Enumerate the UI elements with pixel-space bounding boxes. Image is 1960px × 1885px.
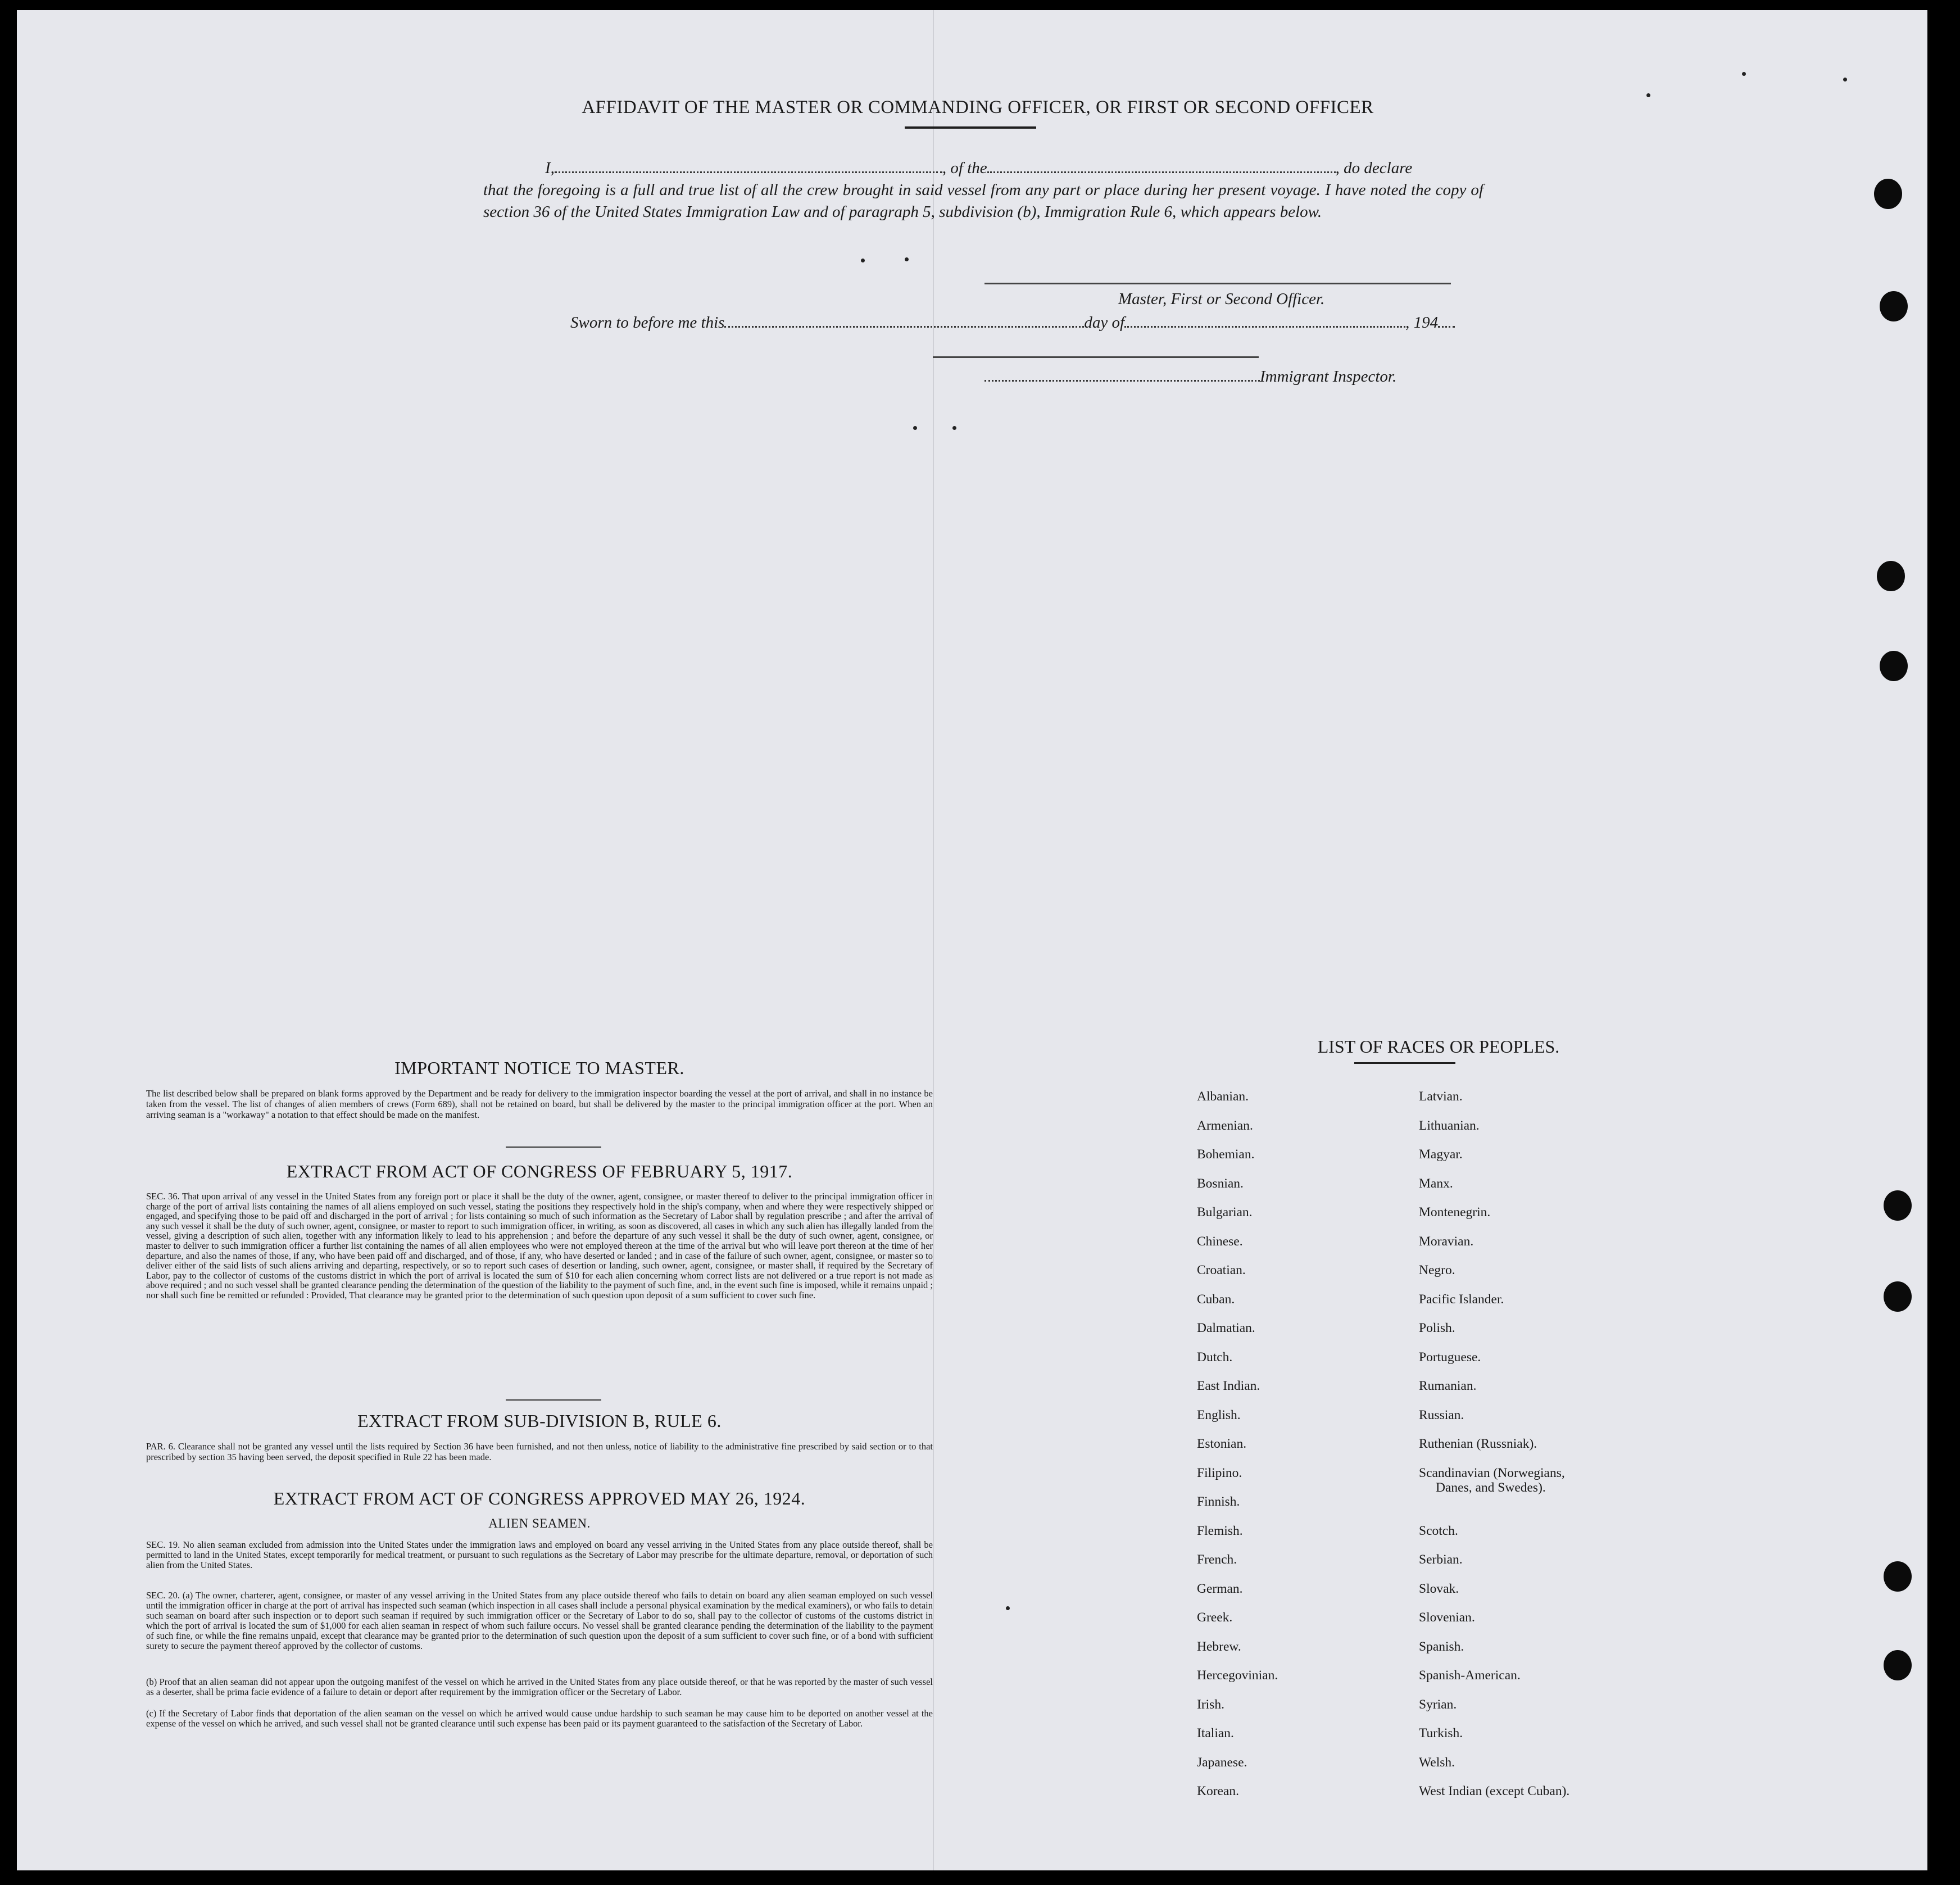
race-item: Cuban. [1197, 1292, 1235, 1307]
race-item: West Indian (except Cuban). [1419, 1784, 1570, 1798]
race-item: Flemish. [1197, 1523, 1243, 1538]
race-item: Montenegrin. [1419, 1205, 1491, 1220]
punch-hole [1877, 561, 1905, 591]
race-item: French. [1197, 1552, 1237, 1567]
race-item: Bohemian. [1197, 1147, 1255, 1162]
sworn-month-blank[interactable] [1124, 326, 1405, 328]
year-blank[interactable] [1438, 326, 1455, 328]
race-item: German. [1197, 1581, 1243, 1596]
race-item: Welsh. [1419, 1755, 1455, 1770]
extract-rule6-body: PAR. 6. Clearance shall not be granted any vessel until the lists required by Section 36 have been furnished, and not then unless, notice of liability to the administrative fine prescribed by said section or to that prescribed by section 35 having been served, the deposit specified in Rule 22 has been made. [146, 1441, 933, 1462]
extract-1924-title: EXTRACT FROM ACT OF CONGRESS APPROVED MAY 26, 1924. [273, 1488, 806, 1508]
speck [952, 426, 956, 430]
inspector-label: Immigrant Inspector. [1260, 368, 1397, 386]
extract-1924-sec20b: (b) Proof that an alien seaman did not appear upon the outgoing manifest of the vessel on which he arrived in the United States from any place outside thereof, or that he was reported by the master of such vessel as a deserter, shall be prima facie evidence of a failure to detain or deport after requirement by the immigration officer or the Secretary of Labor. [146, 1676, 933, 1697]
master-label: Master, First or Second Officer. [1118, 290, 1325, 308]
race-item: East Indian. [1197, 1379, 1260, 1393]
race-item: Ruthenian (Russniak). [1419, 1437, 1537, 1451]
year-prefix: , 194 [1405, 314, 1439, 332]
race-item: Russian. [1419, 1407, 1464, 1422]
race-item: Slovenian. [1419, 1610, 1475, 1625]
name-blank[interactable] [555, 171, 942, 173]
extract-1924-sec20a: SEC. 20. (a) The owner, charterer, agent, consignee, or master of any vessel arriving in the United States from any place outside thereof who fails to detain on board any alien seaman employed on such vessel until the immigration officer in charge at the port of arrival has inspected such seaman (which inspection in all cases shall include a personal physical examination by the medical examiners), or who fails to detain such seaman on board after such inspection or to deport such seaman if required by such immigration officer or the Secretary of Labor to do so, shall pay to the collector of customs of the customs district in which the port of arrival is located the sum of $1,000 for each alien seaman in respect of whom such failure occurs. No vessel shall be granted clearance pending the determination of the liability to the payment of such fine, or while the fine remains unpaid, except that clearance may be granted prior to the determination of such question upon the deposit of a sum sufficient to cover such fine, or of a bond with sufficient surety to secure the payment thereof approved by the collector of customs. [146, 1590, 933, 1651]
inspector-signature-line-upper[interactable] [933, 356, 1259, 358]
vessel-blank[interactable] [987, 171, 1336, 173]
speck [913, 426, 917, 430]
race-item: Spanish. [1419, 1639, 1464, 1654]
affidavit-declaration: that the foregoing is a full and true list of all the crew brought in said vessel from any part or place during her present voyage. I have noted the copy of section 36 of the United States Immigration Law and of paragraph 5, subdivision (b), Immigration Rule 6, which appears below. [483, 181, 1483, 221]
race-item: Pacific Islander. [1419, 1292, 1504, 1307]
speck [1006, 1606, 1010, 1610]
punch-hole [1874, 179, 1902, 209]
race-item: Italian. [1197, 1726, 1234, 1741]
race-item: Japanese. [1197, 1755, 1247, 1770]
race-item: Croatian. [1197, 1263, 1246, 1277]
inspector-signature-blank[interactable] [984, 380, 1260, 382]
title-rule [905, 126, 1036, 129]
race-item: Hebrew. [1197, 1639, 1241, 1654]
affidavit-title: AFFIDAVIT OF THE MASTER OR COMMANDING OFFICER, OR FIRST OR SECOND OFFICER [582, 97, 1374, 117]
race-item: Bosnian. [1197, 1176, 1244, 1191]
race-item: Bulgarian. [1197, 1205, 1253, 1220]
notice-title: IMPORTANT NOTICE TO MASTER. [394, 1058, 684, 1078]
extract-1924-sec19: SEC. 19. No alien seaman excluded from admission into the United States under the immigration laws and employed on board any vessel arriving in the United States from any place outside thereof, shall be permitted to land in the United States, except temporarily for medical treatment, or pursuant to such regulations as the Secretary of Labor may prescribe for the ultimate departure, removal, or deportation of such alien from the United States. [146, 1539, 933, 1570]
sworn-label: Sworn to before me this [570, 314, 725, 332]
race-item: English. [1197, 1407, 1241, 1422]
race-item: Polish. [1419, 1321, 1455, 1335]
affidavit-of-the: , of the [942, 159, 987, 177]
punch-hole [1884, 1281, 1912, 1312]
extract-1917-rule [506, 1399, 601, 1401]
race-item: Lithuanian. [1419, 1118, 1480, 1133]
race-item: Manx. [1419, 1176, 1453, 1191]
document-page [17, 10, 1927, 1870]
day-of-label: day of [1084, 314, 1125, 332]
races-title-rule [1354, 1062, 1455, 1064]
page-fold [933, 10, 934, 1870]
extract-1917-body: SEC. 36. That upon arrival of any vessel in the United States from any foreign port or place it shall be the duty of the owner, agent, consignee, or master thereof to deliver to the principal immigration officer in charge of the port of arrival lists containing the names of all aliens employed on such vessel, stating the positions they respectively hold in the ship's company, when and where they were respectively shipped or engaged, and specifying those to be paid off and discharged in the port of arrival ; for lists containing so much of such information as the Secretary of Labor shall by regulation prescribe ; and after the arrival of any such vessel it shall be the duty of such owner, agent, consignee, or master to report to such immigration officer, in writing, as soon as discovered, all cases in which any such alien has illegally landed from the vessel, giving a description of such alien, together with any information likely to lead to his apprehension ; and before the departure of any such vessel it shall be the duty of such owner, agent, consignee, or master to deliver to such immigration officer a further list containing the names of all alien employees who were not employed thereon at the time of the arrival but who will leave port thereon at the time of her departure, and also the names of those, if any, who have been paid off and discharged, and of those, if any, who have deserted or landed ; and in case of the failure of such owner, agent, consignee, or master so to deliver either of the said lists of such aliens arriving and departing, respectively, or so to report such cases of desertion or landing, such owner, agent, consignee, or master shall, if required by the Secretary of Labor, pay to the collector of customs of the customs district in which the port of arrival is located the sum of $10 for each alien concerning whom correct lists are not delivered or a true report is not made as above required ; and no such vessel shall be granted clearance pending the determination of the question of the liability to the payment of such fine, and, in the event such fine is imposed, while it remains unpaid ; nor shall such fine be remitted or refunded : Provided, That clearance may be granted prior to the determination of such question upon deposit of a sum sufficient to cover such fine. [146, 1191, 933, 1301]
race-item: Greek. [1197, 1610, 1233, 1625]
race-item: Korean. [1197, 1784, 1240, 1798]
speck [1646, 93, 1650, 97]
affidavit-statement [483, 157, 1483, 223]
race-item: Slovak. [1419, 1581, 1459, 1596]
extract-1917-title: EXTRACT FROM ACT OF CONGRESS OF FEBRUARY 5, 1917. [286, 1161, 793, 1181]
affidavit-do-declare: , do declare [1335, 159, 1413, 177]
race-item: Serbian. [1419, 1552, 1463, 1567]
race-item: Dalmatian. [1197, 1321, 1255, 1335]
race-item: Albanian. [1197, 1089, 1249, 1104]
speck [1742, 72, 1746, 76]
extract-rule6-title: EXTRACT FROM SUB-DIVISION B, RULE 6. [357, 1411, 722, 1431]
sworn-date-blank[interactable] [724, 326, 1084, 328]
race-item: Dutch. [1197, 1349, 1233, 1365]
race-item: Danes, and Swedes). [1436, 1480, 1546, 1495]
punch-hole [1884, 1650, 1912, 1680]
race-item: Armenian. [1197, 1118, 1253, 1133]
notice-body: The list described below shall be prepared on blank forms approved by the Department and be ready for delivery to the immigration inspector boarding the vessel at the port of arrival, and shall in no instance be taken from the vessel. The list of changes of alien members of crews (Form 689), shall not be retained on board, but shall be delivered by the master to the principal immigration officer at the port. When an arriving seaman is a "workaway" a notation to that effect should be made on the manifest. [146, 1088, 933, 1120]
punch-hole [1884, 1561, 1912, 1592]
master-signature-line[interactable] [984, 283, 1451, 284]
speck [1843, 78, 1847, 81]
affidavit-i: I, [545, 159, 555, 177]
race-item: Portuguese. [1419, 1349, 1481, 1365]
race-item: Scandinavian (Norwegians, [1419, 1465, 1565, 1480]
race-item: Latvian. [1419, 1089, 1463, 1104]
speck [861, 259, 865, 262]
races-title: LIST OF RACES OR PEOPLES. [1317, 1036, 1560, 1057]
punch-hole [1884, 1190, 1912, 1221]
punch-hole [1880, 651, 1908, 681]
race-item: Spanish-American. [1419, 1668, 1521, 1683]
race-item: Magyar. [1419, 1147, 1463, 1162]
alien-seamen-subtitle: ALIEN SEAMEN. [488, 1516, 591, 1530]
notice-rule [506, 1147, 601, 1148]
speck [905, 257, 909, 261]
race-item: Filipino. [1197, 1465, 1242, 1480]
race-item: Syrian. [1419, 1697, 1457, 1712]
race-item: Scotch. [1419, 1523, 1458, 1538]
race-item: Rumanian. [1419, 1379, 1477, 1393]
punch-hole [1880, 291, 1908, 321]
race-item: Hercegovinian. [1197, 1668, 1278, 1683]
race-item: Estonian. [1197, 1437, 1247, 1451]
race-item: Finnish. [1197, 1494, 1240, 1509]
sworn-line [570, 314, 1492, 332]
race-item: Turkish. [1419, 1726, 1463, 1741]
inspector-line [984, 368, 1434, 386]
race-item: Chinese. [1197, 1234, 1243, 1249]
race-item: Negro. [1419, 1263, 1455, 1277]
race-item: Moravian. [1419, 1234, 1474, 1249]
extract-1924-sec20c: (c) If the Secretary of Labor finds that deportation of the alien seaman on the vessel on which he arrived would cause undue hardship to such seaman he may cause him to be deported on another vessel at the expense of the vessel on which he arrived, and such vessel shall not be granted clearance until such expense has been paid or its payment guaranteed to the satisfaction of the Secretary of Labor. [146, 1708, 933, 1729]
race-item: Irish. [1197, 1697, 1224, 1712]
